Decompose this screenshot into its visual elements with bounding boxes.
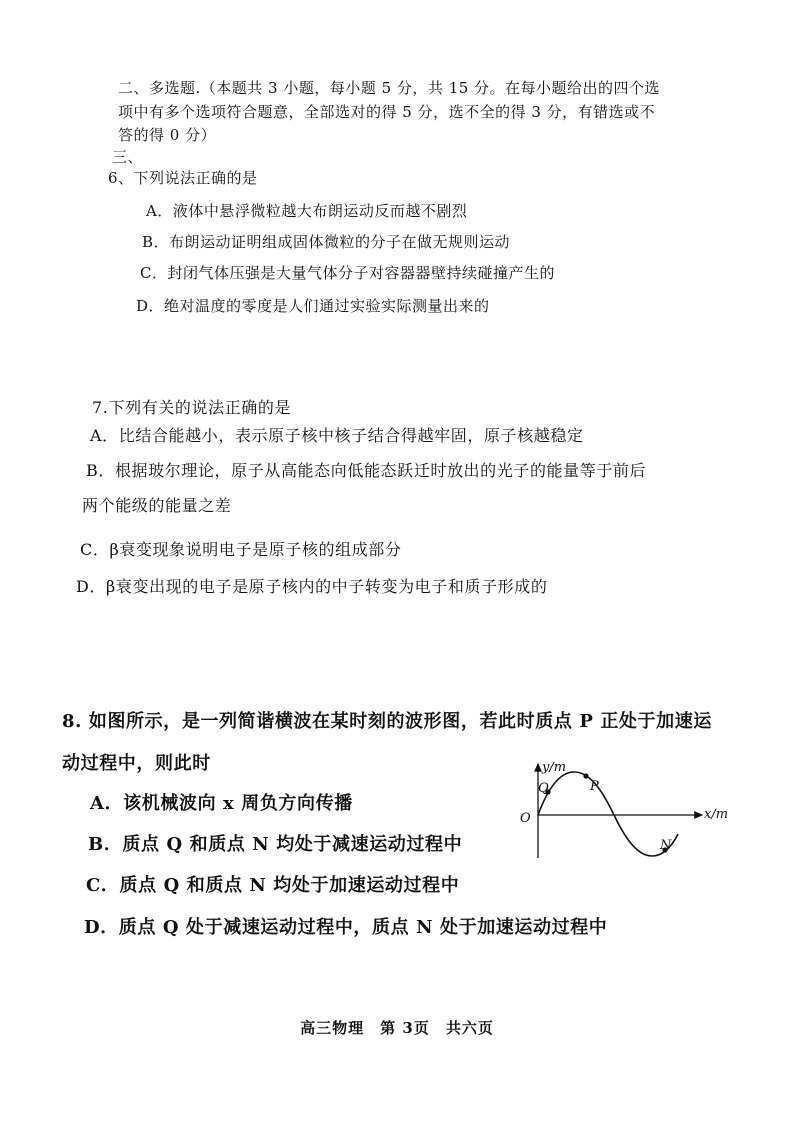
q7-stem: 7.下列有关的说法正确的是: [92, 398, 292, 417]
section-header-line-4: 三、: [112, 148, 144, 166]
point-p-dot: [583, 773, 588, 778]
q7-option-a: A．比结合能越小，表示原子核中核子结合得越牢固，原子核越稳定: [90, 426, 584, 445]
point-q-label: Q: [538, 781, 549, 796]
q6-stem: 6、下列说法正确的是: [108, 169, 258, 187]
q7-option-d: D．β衰变出现的电子是原子核内的中子转变为电子和质子形成的: [76, 577, 548, 596]
q7-option-b-line1: B．根据玻尔理论，原子从高能态向低能态跃迁时放出的光子的能量等于前后: [86, 461, 647, 480]
q6-option-a: A．液体中悬浮微粒越大布朗运动反而越不剧烈: [146, 202, 468, 220]
point-n-label: N: [660, 838, 672, 853]
q8-option-d: D．质点 Q 处于减速运动过程中，质点 N 处于加速运动过程中: [84, 917, 608, 938]
point-p-label: P: [590, 779, 599, 794]
y-axis-label: y/m: [542, 760, 567, 775]
wave-curve: [538, 772, 678, 856]
q8-option-c: C．质点 Q 和质点 N 均处于加速运动过程中: [86, 875, 460, 896]
section-header-line-3: 答的得 0 分）: [118, 126, 217, 144]
section-header-line-1: 二、多选题.（本题共 3 小题，每小题 5 分，共 15 分。在每小题给出的四个选: [118, 79, 661, 97]
section-header-line-2: 项中有多个选项符合题意，全部选对的得 5 分，选不全的得 3 分，有错选或不: [118, 103, 656, 121]
q7-option-b-line2: 两个能级的能量之差: [82, 496, 232, 515]
x-axis-label: x/m: [704, 807, 729, 822]
q8-option-b: B．质点 Q 和质点 N 均处于减速运动过程中: [88, 834, 463, 855]
q6-option-c: C．封闭气体压强是大量气体分子对容器器壁持续碰撞产生的: [140, 264, 555, 282]
q6-option-d: D．绝对温度的零度是人们通过实验实际测量出来的: [136, 297, 490, 315]
q6-option-b: B．布朗运动证明组成固体微粒的分子在做无规则运动: [142, 233, 511, 251]
q7-option-c: C．β衰变现象说明电子是原子核的组成部分: [80, 540, 402, 559]
page-footer: 高三物理 第 3页 共六页: [300, 1019, 494, 1037]
q8-option-a: A．该机械波向 x 周负方向传播: [90, 793, 353, 814]
wave-figure: [512, 758, 742, 870]
origin-label: O: [520, 811, 531, 826]
q8-stem-line1: 8. 如图所示，是一列简谐横波在某时刻的波形图，若此时质点 P 正处于加速运: [62, 711, 712, 732]
q8-stem-line2: 动过程中，则此时: [62, 753, 211, 774]
